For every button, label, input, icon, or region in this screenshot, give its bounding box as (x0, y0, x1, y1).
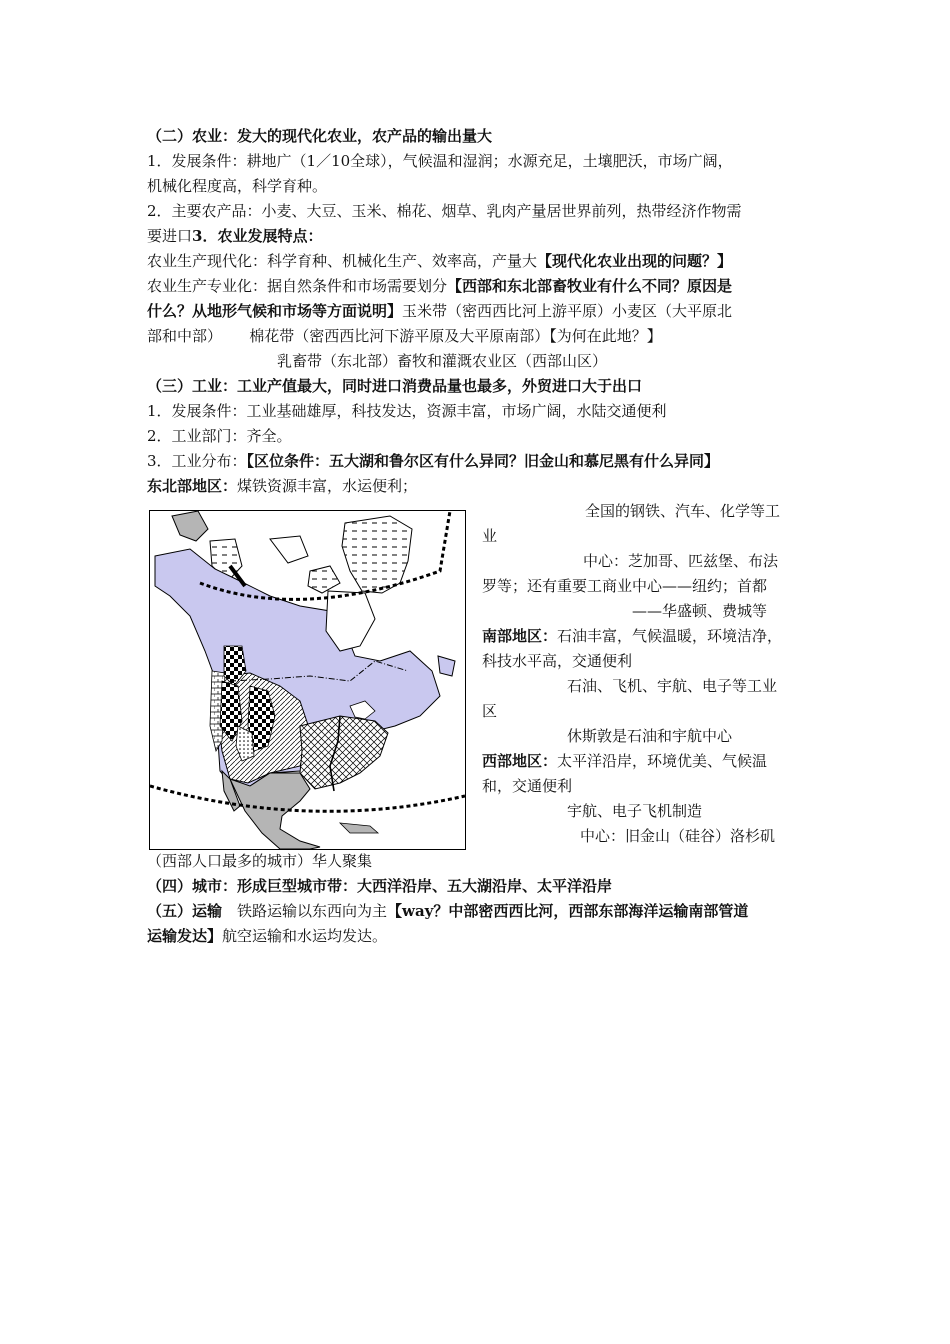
arctic-island-3 (270, 536, 308, 563)
ne-industry-line-1: 全国的钢铁、汽车、化学等工 (585, 502, 781, 520)
west-line (482, 750, 767, 772)
south-line-5: 休斯敦是石油和宇航中心 (567, 727, 733, 745)
west-line-5: （西部人口最多的城市）华人聚集 (147, 852, 373, 870)
southeast-region (300, 716, 388, 789)
agri-line-8: 部和中部） 棉花带（密西西比河下游平原及大平原南部）【为何在此地？】 (147, 327, 662, 345)
south-line-4: 区 (482, 702, 498, 720)
agri-line-5 (147, 250, 732, 272)
arctic-island-1 (172, 511, 208, 541)
transport-question: 【way？中部密西西比河，西部东部海洋运输南部管道 (387, 902, 749, 920)
south-text: 石油丰富，气候温暖，环境洁净， (557, 627, 783, 645)
ne-industry-line-3: 中心：芝加哥、匹兹堡、布法 (583, 552, 779, 570)
industry-heading: （三）工业：工业产值最大，同时进口消费品量也最多，外贸进口大于出口 (147, 377, 643, 395)
agri-question: 【西部和东北部畜牧业有什么不同？原因是 (447, 277, 733, 295)
south-line-2: 科技水平高，交通便利 (482, 652, 633, 670)
ne-industry-line-4: 罗等；还有重要工商业中心——纽约；首都 (482, 577, 768, 595)
agri-line-7 (147, 300, 732, 322)
agri-line-9: 乳畜带（东北部）畜牧和灌溉农业区（西部山区） (277, 352, 608, 370)
city-heading: （四）城市：形成巨型城市带：大西洋沿岸、五大湖沿岸、太平洋沿岸 (147, 877, 613, 895)
west-label: 西部地区： (482, 752, 558, 770)
agri-text: 农业生产专业化：据自然条件和市场需要划分 (147, 277, 448, 295)
northeast-label: 东北部地区： (147, 477, 238, 495)
arctic-island-4 (308, 566, 340, 593)
mexico-shape (230, 773, 320, 849)
west-text: 太平洋沿岸，环境优美、气候温 (557, 752, 768, 770)
transport-heading: （五）运输 (147, 902, 223, 920)
industry-line-3 (147, 450, 719, 472)
west-line-3: 宇航、电子飞机制造 (567, 802, 703, 820)
agri-line-2: 机械化程度高，科学育种。 (147, 177, 328, 195)
transport-question: 运输发达】 (147, 927, 223, 945)
industry-text: 3．工业分布： (147, 452, 247, 470)
industry-line-1: 1．发展条件：工业基础雄厚，科技发达，资源丰富，市场广阔，水陆交通便利 (147, 402, 667, 420)
ne-industry-line-5: ——华盛顿、费城等 (632, 602, 768, 620)
agri-text: 玉米带（密西西比河上游平原）小麦区（大平原北 (402, 302, 733, 320)
northeast-text: 煤铁资源丰富，水运便利； (237, 477, 418, 495)
map-figure (150, 511, 465, 849)
transport-text: 铁路运输以东西向为主 (222, 902, 388, 920)
hudson-bay (326, 591, 375, 651)
agri-subheading: 3．农业发展特点： (192, 227, 323, 245)
south-label: 南部地区： (482, 627, 558, 645)
agri-heading: （二）农业：发大的现代化农业，农产品的输出量大 (147, 127, 493, 145)
south-line-3: 石油、飞机、宇航、电子等工业 (567, 677, 778, 695)
west-line-2: 和，交通便利 (482, 777, 573, 795)
agri-question: 【现代化农业出现的问题？】 (537, 252, 733, 270)
agri-question: 什么？从地形气候和市场等方面说明】 (147, 302, 403, 320)
agri-text: 要进口 (147, 227, 193, 245)
south-line (482, 625, 782, 647)
transport-line-2 (147, 925, 387, 947)
agri-line-1: 1．发展条件：耕地广（1／10全球），气候温和湿润；水源充足，土壤肥沃，市场广阔， (147, 152, 733, 170)
agri-line-4 (147, 225, 322, 247)
cuba-shape (340, 823, 378, 833)
agri-text: 农业生产现代化：科学育种、机械化生产、效率高，产量大 (147, 252, 538, 270)
transport-line (147, 900, 748, 922)
agri-line-3: 2．主要农产品：小麦、大豆、玉米、棉花、烟草、乳肉产量居世界前列，热带经济作物需 (147, 202, 742, 220)
agri-line-6 (147, 275, 732, 297)
ne-industry-line-2: 业 (482, 527, 498, 545)
transport-text: 航空运输和水运均发达。 (222, 927, 388, 945)
greenland-shape (342, 516, 412, 593)
industry-question: 【区位条件：五大湖和鲁尔区有什么异同？旧金山和慕尼黑有什么异同】 (246, 452, 720, 470)
north-america-map (149, 510, 466, 850)
newfoundland (438, 656, 455, 676)
industry-line-2: 2．工业部门：齐全。 (147, 427, 292, 445)
northeast-line (147, 475, 417, 497)
west-line-4: 中心：旧金山（硅谷）洛杉矶 (580, 827, 776, 845)
